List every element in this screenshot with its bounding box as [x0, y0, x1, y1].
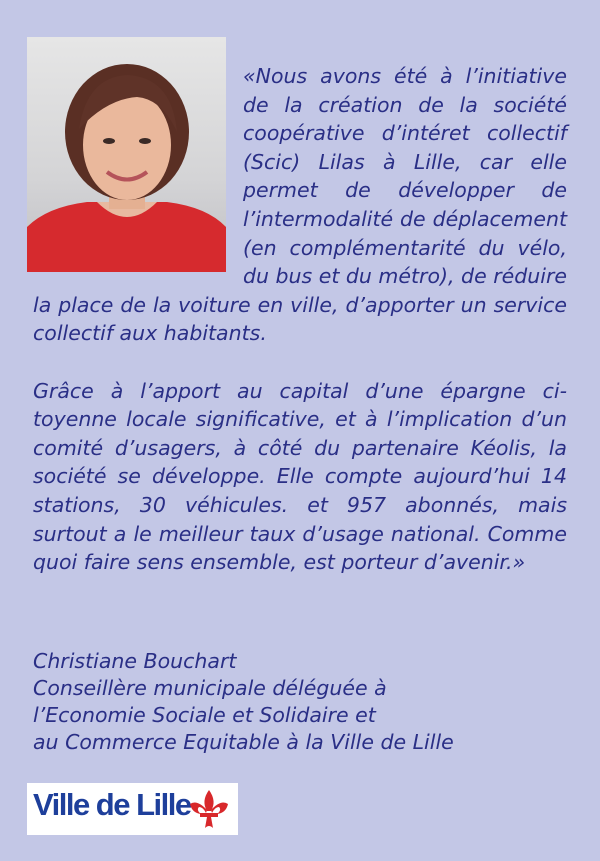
signature-title-line-2: l’Economie Sociale et Solidaire et	[33, 703, 376, 727]
fleur-de-lis-icon	[187, 787, 231, 831]
quote-paragraph-1: «Nous avons été à l’initiative de la création de la société coopérative d’intéret collectif (Scic) Lilas à Lille, car elle permet de développer de l’intermodalité de déplacement (en complémentarité du vélo, du bus et du métro), de réduire la place de la voiture en ville, d’apporter un service collectif aux habitants.	[33, 64, 567, 346]
ville-de-lille-logo[interactable]	[27, 783, 238, 835]
signature-title-line-3: au Commerce Equitable à la Ville de Lille	[33, 730, 454, 754]
quote-block	[33, 62, 567, 577]
logo-text: Ville de Lille	[33, 787, 191, 822]
signature-name: Christiane Bouchart	[33, 649, 237, 673]
signature-block	[33, 648, 573, 756]
quote-paragraph-2: Grâce à l’apport au capital d’une épargne citoyenne locale significative, et à l’implication d’un comité d’usagers, à côté du partenaire Kéolis, la société se développe. Elle compte aujourd’hui 14 stations, 30 véhicules. et 957 abonnés, mais surtout a le meilleur taux d’usage national. Comme quoi faire sens ensemble, est porteur d’avenir.»	[33, 378, 567, 575]
signature-title-line-1: Conseillère municipale déléguée à	[33, 676, 387, 700]
